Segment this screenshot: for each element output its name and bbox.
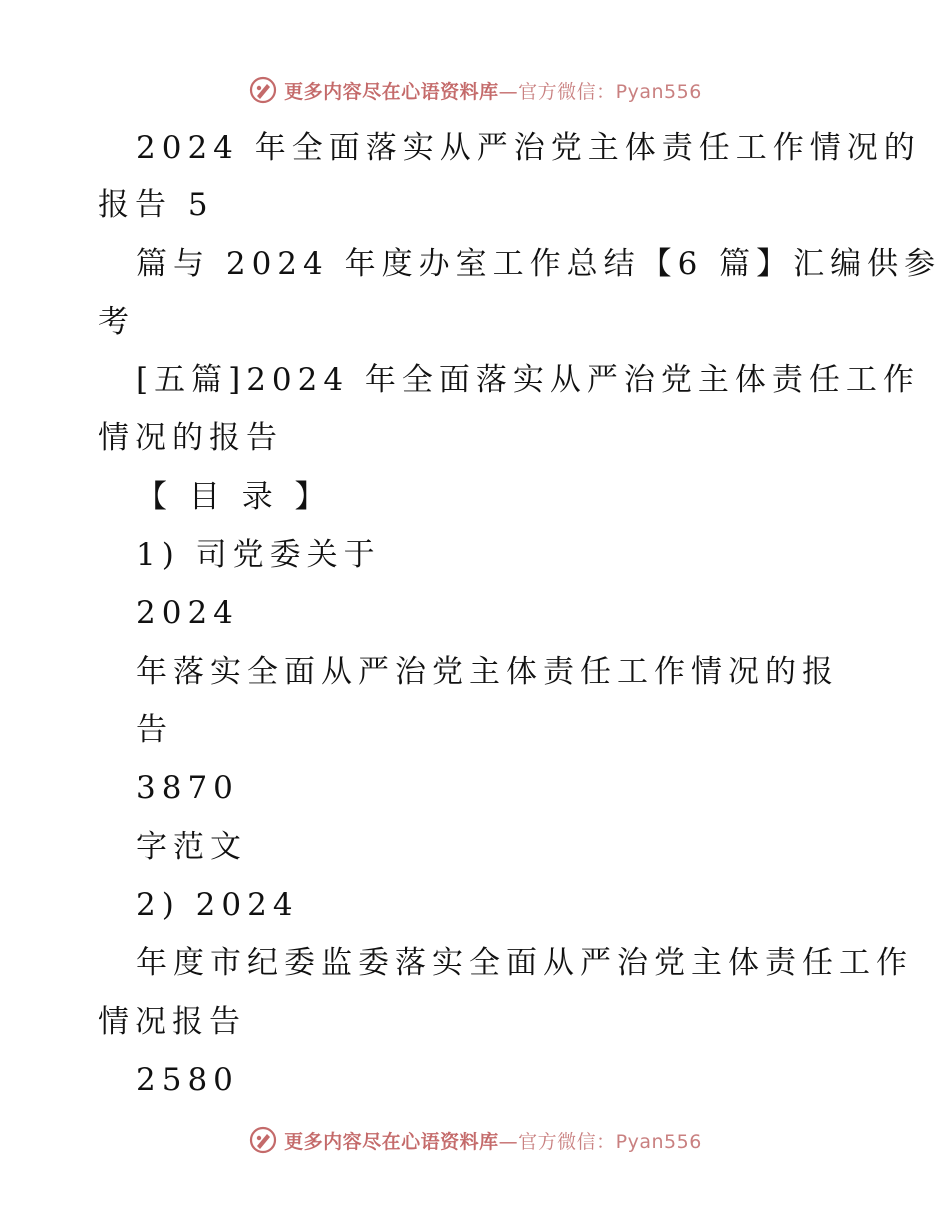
toc-item: 告: [136, 712, 173, 748]
watermark-sub: 官方微信：Pyan556: [518, 1130, 702, 1153]
watermark-sub: 官方微信：Pyan556: [518, 80, 702, 103]
footer-watermark: [0, 1120, 950, 1160]
toc-item: 3870: [136, 770, 239, 806]
watermark-main: 更多内容尽在心语资料库: [284, 80, 499, 103]
text-line: 情况的报告: [98, 420, 283, 456]
toc-item: 年度市纪委监委落实全面从严治党主体责任工作: [136, 945, 913, 981]
text-line: 2024 年全面落实从严治党主体责任工作情况的: [136, 130, 921, 166]
watermark-main: 更多内容尽在心语资料库: [284, 1130, 499, 1153]
text-line: 报告 5: [98, 187, 214, 223]
toc-heading: 【 目 录 】: [136, 479, 332, 515]
watermark-dash: —: [498, 1130, 519, 1153]
watermark-text: [284, 1127, 702, 1154]
text-line: [五篇]2024 年全面落实从严治党主体责任工作: [136, 362, 920, 398]
pen-logo-icon: [248, 1125, 278, 1155]
watermark-dash: —: [498, 80, 519, 103]
toc-item: 年落实全面从严治党主体责任工作情况的报: [136, 654, 839, 690]
toc-item: 情况报告: [98, 1004, 246, 1040]
toc-item: 2) 2024: [136, 887, 299, 923]
toc-item: 字范文: [136, 829, 247, 865]
toc-item: 2024: [136, 595, 239, 631]
toc-item: 2580: [136, 1062, 239, 1098]
text-line: 考: [98, 304, 135, 340]
toc-item: 1) 司党委关于: [136, 537, 381, 573]
text-line: 篇与 2024 年度办室工作总结【6 篇】汇编供参: [136, 246, 942, 282]
